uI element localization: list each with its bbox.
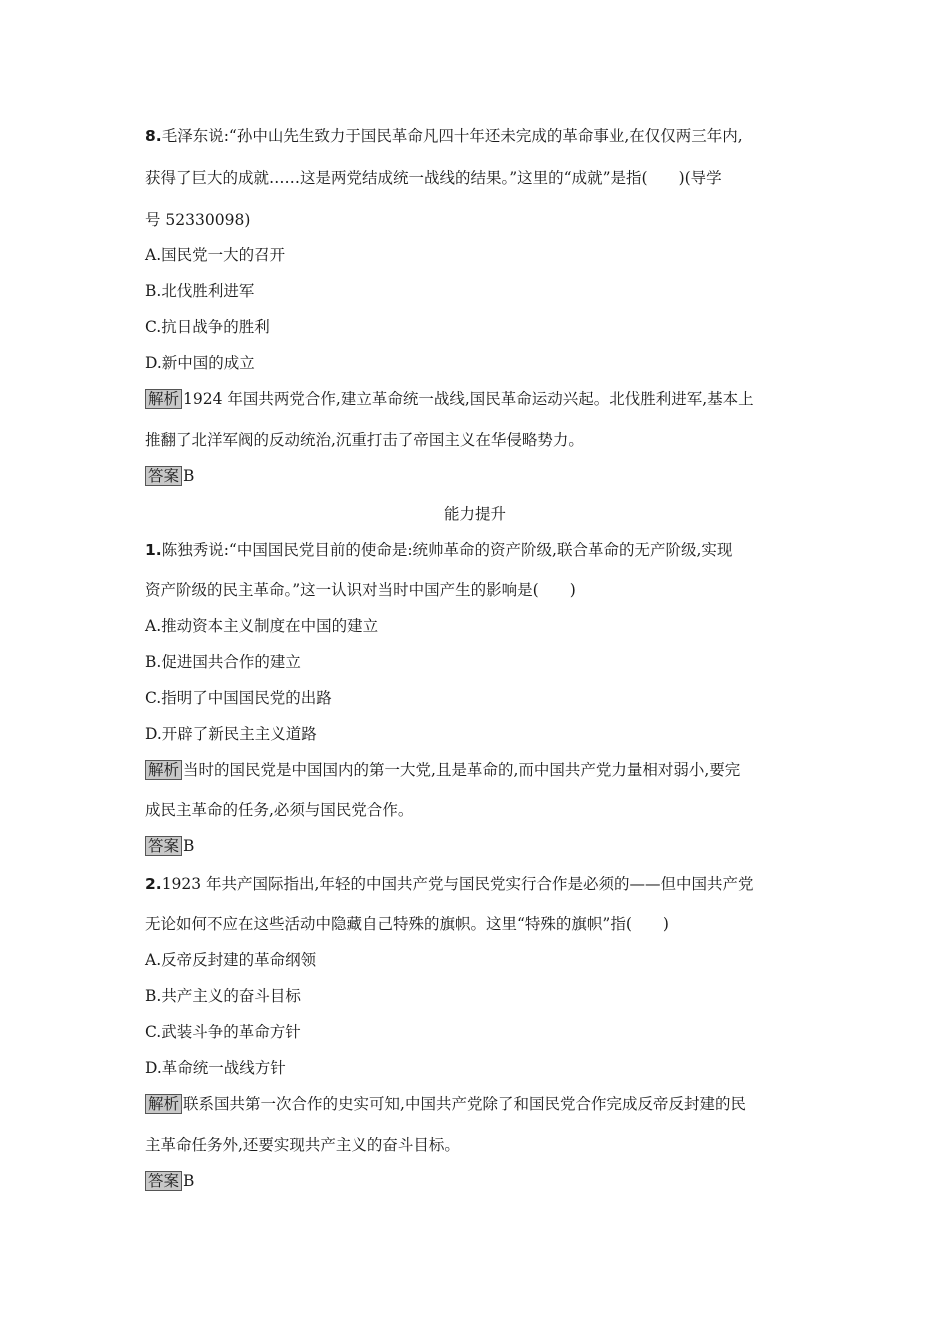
- q1-answer-line: [145, 836, 194, 856]
- q8-answer-value: B: [183, 467, 195, 485]
- q2-analysis-text-1: 联系国共第一次合作的史实可知,中国共产党除了和国民党合作完成反帝反封建的民: [183, 1095, 746, 1113]
- q8-stem-line-2: 获得了巨大的成就……这是两党结成统一战线的结果。”这里的“成就”是指( )(导学: [145, 169, 722, 187]
- q1-stem-text-1: 陈独秀说:“中国国民党目前的使命是:统帅革命的资产阶级,联合革命的无产阶级,实现: [161, 541, 733, 559]
- q8-analysis-line-1: [145, 389, 754, 409]
- q1-option-a: A.推动资本主义制度在中国的建立: [145, 617, 379, 635]
- q1-stem-line-1: [145, 540, 732, 560]
- q2-number: 2.: [145, 875, 162, 893]
- q8-stem-line-3: 号 52330098): [145, 211, 251, 229]
- q2-answer-value: B: [183, 1172, 195, 1190]
- q2-answer-tag: 答案: [145, 1171, 182, 1191]
- q8-option-a: A.国民党一大的召开: [145, 246, 286, 264]
- q8-number: 8.: [145, 127, 162, 145]
- q1-answer-value: B: [183, 837, 195, 855]
- q1-analysis-text-1: 当时的国民党是中国国内的第一大党,且是革命的,而中国共产党力量相对弱小,要完: [183, 761, 741, 779]
- q2-answer-line: [145, 1171, 194, 1191]
- q2-analysis-line-2: 主革命任务外,还要实现共产主义的奋斗目标。: [145, 1136, 460, 1154]
- q2-option-d: D.革命统一战线方针: [145, 1059, 286, 1077]
- q1-answer-tag: 答案: [145, 836, 182, 856]
- q2-analysis-line-1: [145, 1094, 746, 1114]
- q8-answer-tag: 答案: [145, 466, 182, 486]
- q1-analysis-tag: 解析: [145, 760, 182, 780]
- q8-option-b: B.北伐胜利进军: [145, 282, 255, 300]
- q2-analysis-tag: 解析: [145, 1094, 182, 1114]
- q1-option-d: D.开辟了新民主主义道路: [145, 725, 317, 743]
- q1-analysis-line-1: [145, 760, 740, 780]
- q8-analysis-tag: 解析: [145, 389, 182, 409]
- q1-stem-line-2: 资产阶级的民主革命。”这一认识对当时中国产生的影响是( ): [145, 581, 576, 599]
- q1-option-c: C.指明了中国国民党的出路: [145, 689, 332, 707]
- q2-stem-text-1: 1923 年共产国际指出,年轻的中国共产党与国民党实行合作是必须的——但中国共产党: [161, 875, 754, 893]
- q2-option-c: C.武装斗争的革命方针: [145, 1023, 301, 1041]
- q2-stem-line-2: 无论如何不应在这些活动中隐藏自己特殊的旗帜。这里“特殊的旗帜”指( ): [145, 915, 669, 933]
- q8-stem-line-1: [145, 126, 743, 146]
- q1-analysis-line-2: 成民主革命的任务,必须与国民党合作。: [145, 801, 414, 819]
- q8-option-c: C.抗日战争的胜利: [145, 318, 270, 336]
- section-title: 能力提升: [443, 505, 506, 523]
- q8-answer-line: [145, 466, 194, 486]
- q8-option-d: D.新中国的成立: [145, 354, 255, 372]
- q8-stem-text-1: 毛泽东说:“孙中山先生致力于国民革命凡四十年还未完成的革命事业,在仅仅两三年内,: [161, 127, 743, 145]
- q2-option-b: B.共产主义的奋斗目标: [145, 987, 301, 1005]
- q2-stem-line-1: [145, 874, 754, 894]
- q8-analysis-text-1: 1924 年国共两党合作,建立革命统一战线,国民革命运动兴起。北伐胜利进军,基本上: [183, 390, 754, 408]
- q2-option-a: A.反帝反封建的革命纲领: [145, 951, 317, 969]
- q1-option-b: B.促进国共合作的建立: [145, 653, 301, 671]
- q1-number: 1.: [145, 541, 162, 559]
- q8-analysis-line-2: 推翻了北洋军阀的反动统治,沉重打击了帝国主义在华侵略势力。: [145, 431, 584, 449]
